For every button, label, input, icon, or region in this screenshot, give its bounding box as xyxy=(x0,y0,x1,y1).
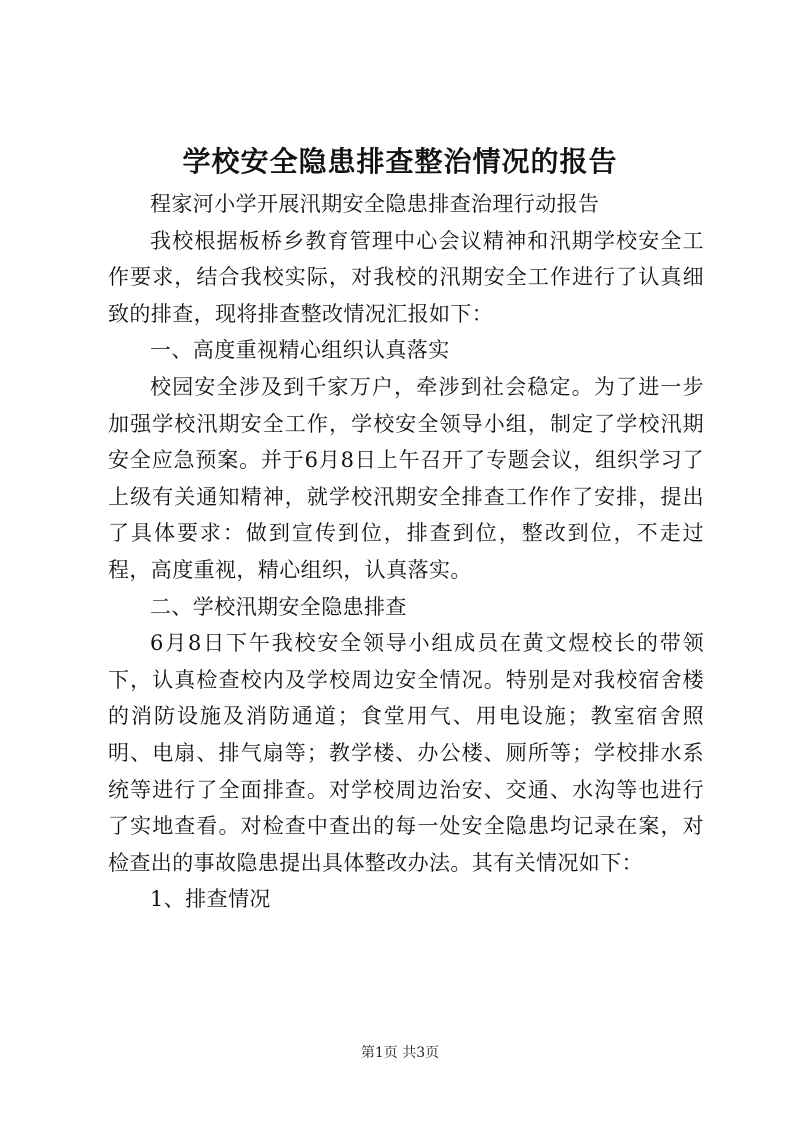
section-heading-2: 二、学校汛期安全隐患排查 xyxy=(150,594,407,619)
document-title: 学校安全隐患排查整治情况的报告 xyxy=(182,145,618,178)
subsection-heading-1: 1、排查情况 xyxy=(150,887,271,912)
section-1-paragraph: 校园安全涉及到千家万户，牵涉到社会稳定。为了进一步加强学校汛期安全工作，学校安全领导小组，制定了学校汛期安全应急预案。并于6月8日上午召开了专题会议，组织学习了上级有关通知精神，就学校汛期安全排查工作作了安排，提出了具体要求：做到宣传到位，排查到位，整改到位，不走过程，高度重视，精心组织，认真落实。 xyxy=(108,374,704,582)
intro-paragraph: 我校根据板桥乡教育管理中心会议精神和汛期学校安全工作要求，结合我校实际，对我校的汛期安全工作进行了认真细致的排查，现将排查整改情况汇报如下： xyxy=(108,228,704,326)
section-2-paragraph: 6月8日下午我校安全领导小组成员在黄文煜校长的带领下，认真检查校内及学校周边安全情况。特别是对我校宿舍楼的消防设施及消防通道；食堂用气、用电设施；教室宿舍照明、电扇、排气扇等；教学楼、办公楼、厕所等；学校排水系统等进行了全面排查。对学校周边治安、交通、水沟等也进行了实地查看。对检查中查出的每一处安全隐患均记录在案，对检查出的事故隐患提出具体整改办法。其有关情况如下： xyxy=(108,631,704,875)
document-body xyxy=(108,186,704,918)
page-footer: 第1页 共3页 xyxy=(360,1045,440,1061)
section-heading-1: 一、高度重视精心组织认真落实 xyxy=(150,338,450,363)
subtitle-paragraph: 程家河小学开展汛期安全隐患排查治理行动报告 xyxy=(150,192,600,216)
